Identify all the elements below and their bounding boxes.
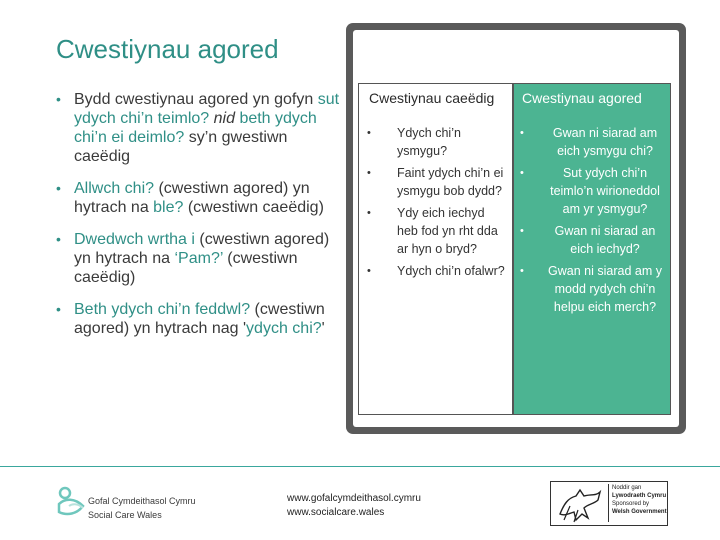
bullet-text: ' — [321, 320, 325, 337]
bullet-text: sy’n gwestiwn caeëdig — [74, 129, 288, 165]
bullet-highlight: Beth ydych chi’n feddwl? — [74, 301, 251, 318]
bullet-highlight: beth ydych chi’n ei deimlo? — [74, 110, 317, 146]
list-item — [359, 164, 512, 200]
social-care-wales-logo-icon — [55, 484, 89, 520]
bullet-text: (cwestiwn caeëdig) — [74, 250, 298, 286]
list-item-text: Gwan ni siarad an eich iechyd? — [554, 224, 656, 256]
bullet-dot: • — [367, 207, 371, 219]
welsh-dragon-icon — [554, 484, 608, 524]
bullet-highlight: sut ydych chi’n teimlo? — [74, 91, 340, 127]
list-item — [514, 164, 670, 218]
list-item-text: Sut ydych chi’n teimlo’n wirioneddol am yr ysmygu? — [550, 166, 660, 216]
gov-name-english: Welsh Government — [612, 509, 667, 515]
list-item-text: Gwan ni siarad am y modd rydych chi’n helpu eich merch? — [548, 264, 662, 314]
bullet-highlight: Allwch chi? — [74, 180, 155, 197]
footer-url-welsh: www.gofalcymdeithasol.cymru — [287, 493, 421, 504]
bullet-dot: • — [520, 225, 524, 237]
bullet-dot: • — [367, 265, 371, 277]
closed-questions-heading: Cwestiynau caeëdig — [369, 90, 495, 106]
list-item-text: Ydych chi’n ofalwr? — [397, 264, 505, 278]
gov-name-welsh: Lywodraeth Cymru — [612, 493, 667, 499]
bullet-text: (cwestiwn agored) yn hytrach na — [74, 180, 310, 216]
bullet-dot: • — [520, 265, 524, 277]
bullet-item — [54, 90, 344, 166]
bullet-item — [54, 300, 344, 338]
bullet-item — [54, 230, 344, 287]
gov-sponsor-english: Sponsored by — [612, 501, 650, 507]
list-item-text: Faint ydych chi’n ei ysmygu bob dydd? — [397, 166, 504, 198]
bullet-list — [54, 90, 344, 351]
list-item-text: Ydy eich iechyd heb fod yn rht dda ar hyn o bryd? — [397, 206, 498, 256]
bullet-text: (cwestiwn agored) yn hytrach nag ' — [74, 301, 325, 337]
social-care-wales-logo-text — [88, 494, 196, 522]
list-item — [514, 262, 670, 316]
bullet-dot: • — [520, 167, 524, 179]
open-questions-column — [513, 83, 671, 415]
bullet-text: (cwestiwn caeëdig) — [183, 199, 324, 216]
bullet-dot: • — [56, 231, 61, 247]
footer-divider — [0, 466, 720, 467]
gov-logo-divider — [608, 484, 609, 522]
bullet-highlight: ‘Pam?’ — [174, 250, 223, 267]
welsh-government-text — [612, 484, 667, 516]
open-questions-heading: Cwestiynau agored — [522, 90, 642, 106]
bullet-highlight: ydych chi? — [246, 320, 322, 337]
closed-questions-column — [358, 83, 513, 415]
footer-url-english: www.socialcare.wales — [287, 507, 385, 518]
logo-line-english: Social Care Wales — [88, 510, 162, 520]
page-title: Cwestiynau agored — [56, 34, 279, 64]
bullet-text: (cwestiwn agored) yn hytrach na — [74, 231, 330, 267]
open-questions-list — [514, 124, 670, 316]
list-item — [359, 262, 512, 280]
bullet-dot: • — [56, 301, 61, 317]
bullet-dot: • — [367, 127, 371, 139]
bullet-dot: • — [367, 167, 371, 179]
bullet-highlight: Dwedwch wrtha i — [74, 231, 195, 248]
list-item — [514, 222, 670, 258]
bullet-text: Bydd cwestiynau agored yn gofyn — [74, 91, 318, 108]
bullet-item — [54, 179, 344, 217]
list-item — [359, 204, 512, 258]
list-item — [359, 124, 512, 160]
footer-urls — [287, 492, 421, 520]
list-item-text: Gwan ni siarad am eich ysmygu chi? — [552, 126, 658, 158]
gov-sponsor-welsh: Noddir gan — [612, 485, 642, 491]
bullet-italic: nid — [213, 110, 235, 127]
list-item-text: Ydych chi’n ysmygu? — [397, 126, 461, 158]
logo-line-welsh: Gofal Cymdeithasol Cymru — [88, 496, 196, 506]
bullet-highlight: ble? — [153, 199, 184, 216]
bullet-dot: • — [520, 127, 524, 139]
bullet-dot: • — [56, 180, 61, 196]
closed-questions-list — [359, 124, 512, 280]
list-item — [514, 124, 670, 160]
bullet-dot: • — [56, 91, 61, 107]
